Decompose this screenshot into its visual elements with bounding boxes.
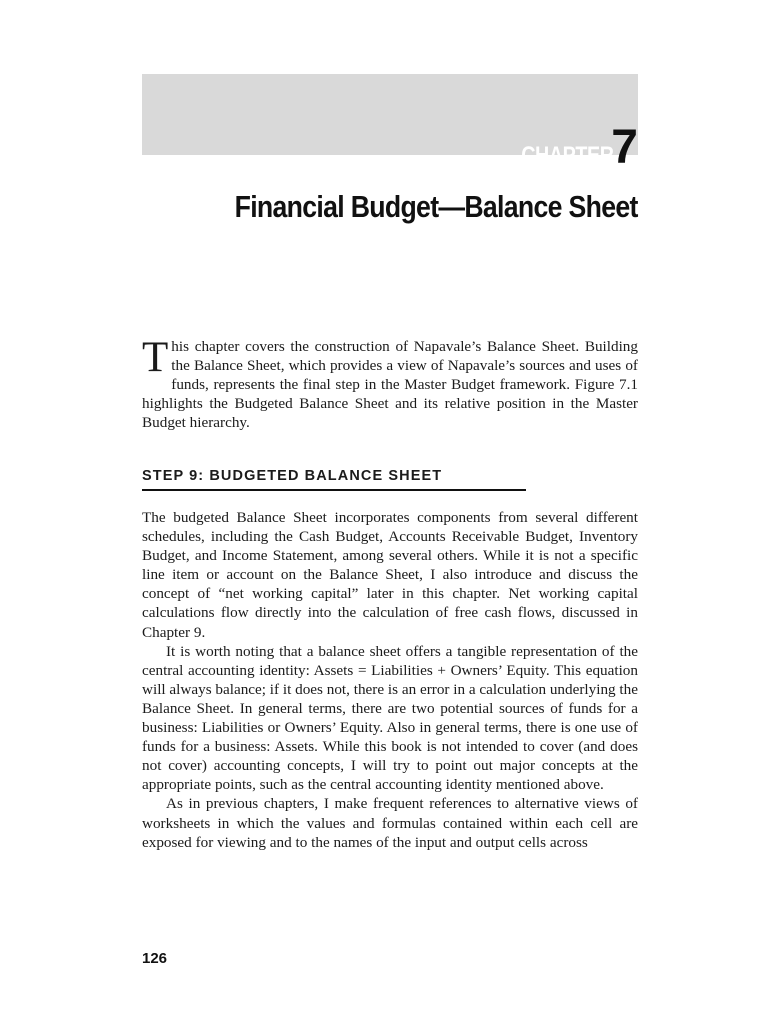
chapter-number: 7 xyxy=(611,121,638,174)
chapter-title: Financial Budget—Balance Sheet xyxy=(234,189,638,224)
body-text xyxy=(142,508,638,852)
body-paragraph: The budgeted Balance Sheet incorporates components from several different schedules, including the Cash Budget, Accounts Receivable Budget, Inventory Budget, and Income Statement, among several others. While it is not a specific line item or account on the Balance Sheet, I also introduce and discuss the concept of “net working capital” later in this chapter. Net working capital calculations flow directly into the calculation of free cash flows, discussed in Chapter 9. xyxy=(142,509,638,641)
drop-cap: T xyxy=(142,334,169,381)
body-paragraph: As in previous chapters, I make frequent references to alternative views of worksheets in which the values and formulas contained within each cell are exposed for viewing and to the names of the input and output cells across xyxy=(142,795,638,851)
chapter-word: CHAPTER xyxy=(521,142,614,169)
intro-paragraph xyxy=(142,334,638,432)
chapter-label xyxy=(501,121,638,174)
intro-text: his chapter covers the construction of Napavale’s Balance Sheet. Building the Balance Sheet, which provides a view of Napavale’s sources and uses of funds, represents the final step in the Master Budget framework. Figure 7.1 highlights the Budgeted Balance Sheet and its relative position in the Master Budget hierarchy. xyxy=(142,338,638,432)
page-number: 126 xyxy=(142,950,168,967)
section-heading: STEP 9: BUDGETED BALANCE SHEET xyxy=(142,468,526,491)
body-paragraph: It is worth noting that a balance sheet offers a tangible representation of the central accounting identity: Assets = Liabilities + Owners’ Equity. This equation will always balance; if it does not, there is an error in a calculation underlying the Balance Sheet. In general terms, there are two potential sources of funds for a business: Liabilities or Owners’ Equity. Also in general terms, there is one use of funds for a business: Assets. While this book is not intended to cover (and does not cover) accounting concepts, I will try to point out major concepts at the appropriate points, such as the central accounting identity mentioned above. xyxy=(142,642,638,794)
